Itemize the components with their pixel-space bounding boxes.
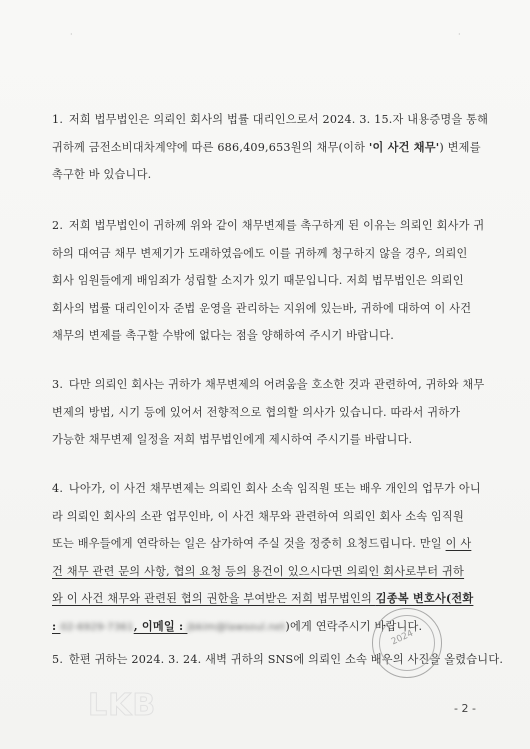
- paragraph-number: 4.: [52, 482, 67, 495]
- text-line: [52, 558, 492, 586]
- text-line: [52, 212, 492, 240]
- text-line: [52, 161, 492, 189]
- text-segment: 하의 대여금 채무 변제기가 도래하였음에도 이를 귀하께 청구하지 않을 경우, 의뢰인: [52, 246, 468, 260]
- paragraph-3: [52, 371, 492, 454]
- text-segment: 한편 귀하는 2024. 3. 24. 새벽 귀하의 SNS에 의뢰인 소속 배우의 사진을 올렸습니다.: [68, 653, 504, 666]
- text-segment: :: [52, 618, 61, 633]
- text-line: [52, 371, 492, 399]
- text-segment: , 이메일 :: [133, 618, 188, 633]
- text-segment: 가능한 채무변제 일정을 저희 법무법인에게 제시하여 주시기를 바랍니다.: [52, 433, 413, 446]
- paragraph-number: 2.: [52, 219, 67, 232]
- text-segment: 변제의 방법, 시기 등에 있어서 전향적으로 협의할 의사가 있습니다. 따라서 귀하가: [52, 405, 461, 419]
- text-segment: 채무의 변제를 촉구할 수밖에 없다는 점을 양해하여 주시기 바랍니다.: [52, 329, 395, 342]
- watermark-logo: LKB: [88, 688, 157, 723]
- text-line: [52, 134, 492, 162]
- redacted-text: jbkim@lawsoul.net: [187, 621, 286, 633]
- text-line: [52, 426, 492, 454]
- text-segment: 저희 법무법인은 의뢰인 회사의 법률 대리인으로서 2024. 3. 15.자 내용증명을 통해: [68, 113, 489, 126]
- scan-mark: ·: [70, 30, 73, 39]
- text-line: [52, 267, 492, 295]
- text-segment: 귀하께 금전소비대차계약에 따른 686,409,653원의 채무(이하: [52, 140, 369, 154]
- paragraph-number: 1.: [52, 113, 67, 126]
- text-segment: 이 사: [445, 537, 472, 550]
- redacted-text: 02-6929-7361: [60, 621, 134, 633]
- text-line: [52, 585, 492, 613]
- stamp-text: 2024: [389, 628, 415, 648]
- text-line: [52, 295, 492, 323]
- text-line: [52, 475, 492, 503]
- paragraph-1: [52, 106, 492, 189]
- text-segment: 회사 임원들에게 배임죄가 성립할 소지가 있기 때문입니다. 저희 법무법인은 의뢰인: [52, 274, 464, 287]
- text-segment: 김종복 변호사(전화: [375, 591, 474, 605]
- paragraph-number: 5.: [52, 653, 67, 666]
- text-line: [52, 322, 492, 350]
- text-segment: 나아가, 이 사건 채무변제는 의뢰인 회사 소속 임직원 또는 배우 개인의 업무가 아니: [68, 482, 481, 495]
- seal-stamp: [372, 608, 442, 678]
- text-segment: 회사의 법률 대리인이자 준법 운영을 관리하는 지위에 있는바, 귀하에 대하여 이 사건: [52, 301, 472, 315]
- text-segment: 저희 법무법인이 귀하께 위와 같이 채무변제를 촉구하게 된 이유는 의뢰인 회사가 귀: [68, 219, 485, 232]
- text-line: [52, 503, 492, 531]
- text-line: [52, 399, 492, 427]
- paragraph-number: 3.: [52, 378, 67, 391]
- paragraph-2: [52, 212, 492, 350]
- text-segment: ) 변제를: [439, 140, 481, 154]
- text-line: [52, 530, 492, 558]
- page-number: - 2 -: [454, 702, 476, 715]
- text-segment: 촉구한 바 있습니다.: [52, 168, 152, 181]
- text-line: [52, 106, 492, 134]
- text-segment: 와 이 사건 채무와 관련된 협의 권한을 부여받은 저희 법무법인의: [52, 592, 376, 605]
- scan-mark: ·: [458, 30, 461, 39]
- text-segment: 건 채무 관련 문의 사항, 협의 요청 등의 용건이 있으시다면 의뢰인 회사로부터 귀하: [52, 564, 465, 578]
- text-segment: 다만 의뢰인 회사는 귀하가 채무변제의 어려움을 호소한 것과 관련하여, 귀하와 채무: [68, 378, 485, 391]
- text-segment: '이 사건 채무': [368, 139, 440, 154]
- text-segment: )에게 연락주시기 바랍니다.: [285, 619, 423, 633]
- text-line: [52, 240, 492, 268]
- text-segment: 또는 배우들에게 연락하는 일은 삼가하여 주실 것을 정중히 요청드립니다. 만일: [52, 537, 446, 550]
- text-segment: 라 의뢰인 회사의 소관 업무인바, 이 사건 채무와 관련하여 의뢰인 회사 소속 임직원: [52, 509, 465, 523]
